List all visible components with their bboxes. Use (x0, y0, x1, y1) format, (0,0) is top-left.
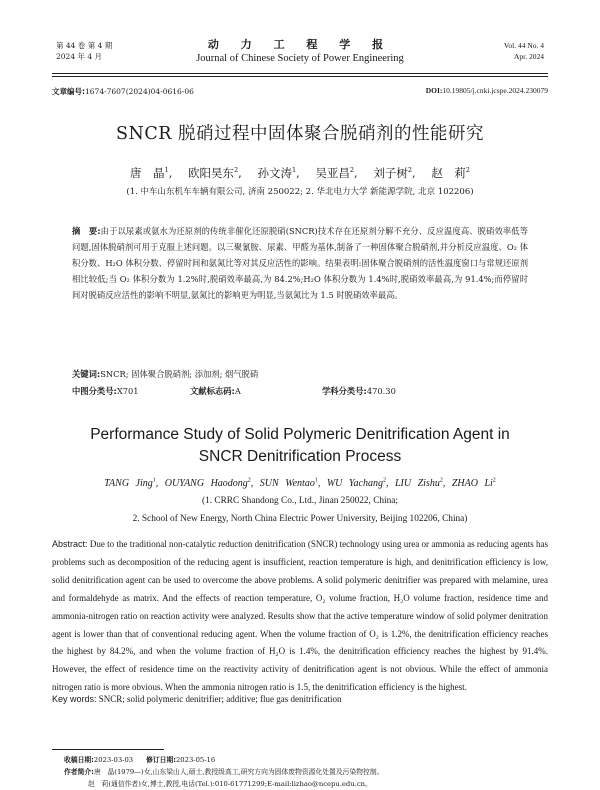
author-bio-label: 作者简介: (64, 768, 94, 776)
footnote-rule (52, 749, 164, 750)
header-volume-en (504, 40, 544, 62)
author-sup: 2 (382, 478, 386, 484)
keywords-en (52, 694, 548, 704)
author-cn: 唐 晶$^1$, (130, 166, 173, 180)
keywords-cn-text: SNCR; 固体聚合脱硝剂; 添加剂; 烟气脱硝 (100, 369, 259, 379)
header-journal (56, 38, 544, 66)
author-cn: 刘子树$^2$, (373, 166, 416, 180)
author-name: 孙文涛 (257, 166, 292, 180)
author-name: WU Yachang (326, 478, 383, 490)
author-bio: 唐 晶(1979—)女,山东梁山人,硕士,教授级高工,研究方向为固体废物资源化处置及污染物控制。 (93, 768, 384, 776)
author-sup: 2 (465, 166, 470, 175)
author-name: 欧阳昊东 (188, 166, 234, 180)
affiliation-en-2: 2. School of New Energy, North China Electric Power University, Beijing 102206, China) (132, 514, 468, 524)
header-rule-thin (52, 76, 548, 77)
volume-en: Vol. 44 No. 4 (503, 41, 544, 50)
abstract-en-label: Abstract: (52, 539, 88, 549)
author-sup: 2 (492, 478, 496, 484)
doi-label: DOI: (425, 86, 443, 95)
authors-en (0, 478, 600, 489)
author-cn: 吴亚昌$^2$, (315, 166, 358, 180)
abstract-en (52, 536, 548, 697)
title-cn: SNCR 脱硝过程中固体聚合脱硝剂的性能研究 (116, 124, 484, 144)
article-number-label: 文章编号: (52, 87, 85, 96)
author-en: LIU Zishu$^2$, (394, 478, 446, 490)
author-en: OUYANG Haodong$^2$, (164, 478, 254, 490)
journal-name-en: Journal of Chinese Society of Power Engineering (196, 53, 404, 64)
author-name: OUYANG Haodong (164, 478, 248, 490)
author-name: SUN Wentao (259, 478, 315, 490)
footnote-author (64, 766, 544, 776)
subject-code-value: 470.30 (366, 386, 396, 396)
author-name: 赵 莉 (431, 166, 466, 180)
article-number-value: 1674-7607(2024)04-0616-06 (85, 87, 194, 96)
author-sup: 1 (152, 478, 156, 484)
author-sup: 2 (439, 478, 443, 484)
date-cn: 2024 年 4 月 (56, 52, 103, 61)
classification-row (72, 385, 528, 397)
author-name: LIU Zishu (394, 478, 440, 490)
author-sup: 2 (234, 166, 239, 175)
article-meta (52, 86, 548, 98)
subject-code (322, 385, 396, 397)
abstract-en-text: Due to the traditional non-catalytic reduction denitrification (SNCR) technology using urea or ammonia as reducing agents has problems such as decomposition of the reducing agent is insufficient, reaction temperature is high, and denitrification efficiency is low, solid denitrification agent can be used to overcome the above problems. A solid polymeric denitrifier was prepared with melamine, urea and formaldehyde as matrix. And the effects of reaction temperature, O₂ volume fraction, H₂O volume fraction, residence time and ammonia-nitrogen ratio on reaction activity were analyzed. Results show that the active temperature window of solid polymer denitration agent is lower than that of conventional reducing agent. When the volume fraction of O₂ is 1.2%, the denitrification efficiency reaches the highest by 84.2%, and when the volume fraction of H₂O is 1.4%, the denitrification efficiency reaches the highest by 91.4%. However, the effect of residence time on the reactivity activity of denitrification agent is not obvious. While the effect of ammonia nitrogen ratio is more obvious. When the ammonia nitrogen ratio is 1.5, the denitrification efficiency is the highest. (52, 539, 549, 693)
affiliation-cn: (1. 中车山东机车车辆有限公司, 济南 250022; 2. 华北电力大学 新能源学院, 北京 102206) (126, 187, 474, 197)
author-cn: 欧阳昊东$^2$, (188, 166, 242, 180)
revised-date: 2023-05-16 (175, 756, 216, 764)
keywords-en-text: SNCR; solid polymeric denitrifier; additive; flue gas denitrification (98, 694, 342, 704)
keywords-en-label: Key words: (52, 694, 97, 704)
author-name: ZHAO Li (451, 478, 493, 490)
header-rule-thick (52, 73, 548, 74)
author-sup: 1 (314, 478, 318, 484)
journal-name-cn: 动 力 工 程 学 报 (207, 38, 393, 51)
abstract-cn-text: 由于以尿素或氨水为还原剂的传统非催化还原脱硝(SNCR)技术存在还原剂分解不充分、反应温度高、脱硝效率低等问题,固体脱硝剂可用于克服上述问题。以三聚氰胺、尿素、甲醛为基体,制备了一种固体聚合脱硝剂,并分析反应温度、O₂ 体积分数、H₂O 体积分数、停留时间和氨氮比等对其反应活性的影响。结果表明:固体聚合脱硝剂的活性温度窗口与常规还原剂相比较低;当 O₂ 体积分数为 1.2%时,脱硝效率最高,为 84.2%;H₂O 体积分数为 1.4%时,脱硝效率最高,为 91.4%;而停留时间对脱硝反应活性的影响不明显,氨氮比的影响更为明显,当氨氮比为 1.5 时脱硝效率最高。 (72, 226, 528, 300)
author-sup: 1 (164, 166, 169, 175)
clc-label: 中图分类号: (72, 386, 117, 396)
article-number (52, 86, 194, 97)
author-name: TANG Jing (104, 478, 153, 490)
author-sup: 1 (291, 166, 297, 175)
footnote-dates (64, 754, 544, 764)
keywords-cn-label: 关键词: (72, 369, 101, 379)
doi-value: 10.19805/j.cnki.jcspe.2024.230079 (442, 86, 548, 95)
author-en: SUN Wentao$^1$, (259, 478, 321, 490)
author-sup: 2 (407, 166, 412, 175)
date-en: Apr. 2024 (514, 52, 544, 61)
clc-number (72, 385, 190, 397)
author-cn: 孙文涛$^1$, (257, 166, 300, 180)
abstract-cn (72, 224, 528, 304)
author-en: WU Yachang$^2$, (326, 478, 389, 490)
affiliation-en-1: (1. CRRC Shandong Co., Ltd., Jinan 250022, China; (201, 496, 398, 506)
doi[interactable] (426, 86, 548, 95)
author-cn (431, 166, 470, 180)
footnote-corresponding: 赵 莉(通信作者)女,博士,教授,电话(Tel.):010-61771299;E-mail:lizhao@ncepu.edu.cn。 (88, 780, 372, 788)
author-name: 吴亚昌 (315, 166, 350, 180)
document-code-label: 文献标志码: (190, 386, 235, 396)
author-en (452, 478, 496, 489)
running-header (56, 38, 544, 72)
abstract-cn-label: 摘 要: (72, 226, 101, 236)
clc-value: X701 (116, 386, 139, 396)
volume-cn: 第 44 卷 第 4 期 (56, 41, 113, 50)
received-date: 2023-03-03 (93, 756, 134, 764)
author-name: 唐 晶 (130, 166, 165, 180)
author-sup: 2 (247, 478, 251, 484)
subject-code-label: 学科分类号: (322, 386, 367, 396)
received-label: 收稿日期: (64, 756, 94, 764)
author-sup: 2 (349, 166, 355, 175)
title-en: Performance Study of Solid Polymeric Denitrification Agent in SNCR Denitrification Process (90, 426, 510, 465)
document-code-value: A (234, 386, 241, 396)
document-code (190, 385, 322, 397)
author-en: TANG Jing$^1$, (104, 478, 159, 490)
revised-label: 修订日期: (146, 756, 176, 764)
keywords-cn (72, 368, 258, 380)
author-name: 刘子树 (373, 166, 408, 180)
authors-cn (0, 165, 600, 181)
